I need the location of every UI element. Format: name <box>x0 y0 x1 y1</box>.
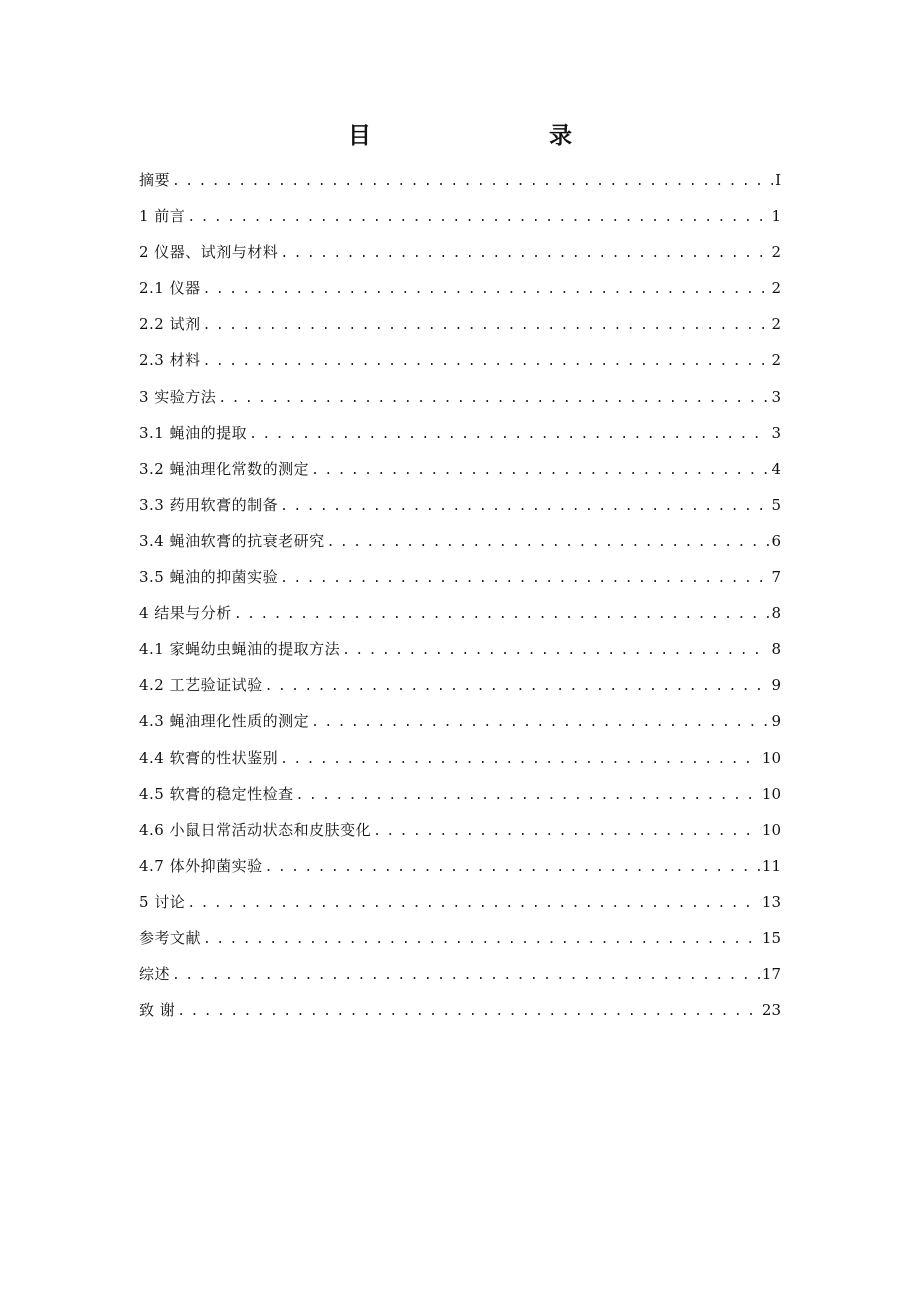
toc-dot-leader <box>172 958 760 994</box>
toc-entry-label: 2.3 材料 <box>139 351 201 370</box>
toc-entry-page-number: 10 <box>761 748 781 767</box>
toc-entry[interactable] <box>139 342 781 378</box>
toc-entry[interactable] <box>139 812 781 848</box>
toc-dot-leader <box>265 850 760 886</box>
toc-entry[interactable] <box>139 740 781 776</box>
toc-entry-label: 2 仪器、试剂与材料 <box>139 243 279 262</box>
toc-dot-leader <box>280 561 769 597</box>
toc-entry-label: 2.1 仪器 <box>139 279 201 298</box>
toc-entry-label: 参考文献 <box>139 928 202 947</box>
toc-entry-label: 4.4 软膏的性状鉴别 <box>139 748 279 767</box>
toc-dot-leader <box>203 308 770 344</box>
toc-entry-page-number: I <box>775 171 781 189</box>
toc-dot-leader <box>187 886 760 922</box>
toc-entry[interactable] <box>139 451 781 487</box>
toc-entry[interactable] <box>139 992 781 1028</box>
toc-entry-page-number: 13 <box>761 892 781 911</box>
toc-entry-label: 4.1 家蝇幼虫蝇油的提取方法 <box>139 640 341 659</box>
toc-entry-label: 3.1 蝇油的提取 <box>139 423 248 442</box>
toc-dot-leader <box>177 994 760 1030</box>
toc-entry[interactable] <box>139 956 781 992</box>
toc-entry[interactable] <box>139 920 781 956</box>
toc-dot-leader <box>327 525 770 561</box>
toc-entry-label: 4.2 工艺验证试验 <box>139 676 263 695</box>
toc-dot-leader <box>187 200 769 236</box>
toc-entry[interactable] <box>139 270 781 306</box>
toc-entry-label: 3.3 药用软膏的制备 <box>139 495 279 514</box>
toc-entry-label: 3.4 蝇油软膏的抗衰老研究 <box>139 531 325 550</box>
toc-entry-page-number: 2 <box>771 243 781 262</box>
toc-entry[interactable] <box>139 487 781 523</box>
toc-dot-leader <box>311 705 769 741</box>
toc-entry-label: 4.7 体外抑菌实验 <box>139 856 263 875</box>
toc-dot-leader <box>280 489 769 525</box>
toc-entry[interactable] <box>139 234 781 270</box>
toc-dot-leader <box>311 453 769 489</box>
toc-entry-label: 3 实验方法 <box>139 387 217 406</box>
toc-entry-page-number: 2 <box>771 279 781 298</box>
toc-title: 目 录 <box>348 122 616 149</box>
toc-list <box>139 162 781 1028</box>
toc-entry-page-number: 9 <box>771 712 781 731</box>
toc-dot-leader <box>280 742 760 778</box>
toc-dot-leader <box>203 272 770 308</box>
toc-entry[interactable] <box>139 884 781 920</box>
toc-entry-label: 摘要 <box>139 171 171 189</box>
toc-entry-label: 2.2 试剂 <box>139 315 201 334</box>
toc-entry[interactable] <box>139 631 781 667</box>
toc-entry[interactable] <box>139 667 781 703</box>
toc-entry[interactable] <box>139 523 781 559</box>
toc-entry[interactable] <box>139 379 781 415</box>
toc-entry[interactable] <box>139 415 781 451</box>
toc-entry-page-number: 11 <box>761 856 781 875</box>
toc-entry-label: 1 前言 <box>139 207 186 226</box>
toc-entry-page-number: 4 <box>771 459 781 478</box>
toc-entry-page-number: 3 <box>771 387 781 406</box>
toc-entry-page-number: 2 <box>771 315 781 334</box>
toc-dot-leader <box>203 344 770 380</box>
toc-dot-leader <box>342 633 769 669</box>
toc-dot-leader <box>296 778 760 814</box>
toc-entry-page-number: 3 <box>771 423 781 442</box>
toc-entry-page-number: 1 <box>771 207 781 226</box>
toc-entry-page-number: 10 <box>761 820 781 839</box>
toc-dot-leader <box>265 669 770 705</box>
toc-entry[interactable] <box>139 198 781 234</box>
toc-entry[interactable] <box>139 559 781 595</box>
toc-dot-leader <box>280 236 769 272</box>
toc-entry-page-number: 15 <box>761 928 781 947</box>
toc-entry[interactable] <box>139 306 781 342</box>
toc-entry[interactable] <box>139 595 781 631</box>
toc-entry-label: 4.6 小鼠日常活动状态和皮肤变化 <box>139 820 372 839</box>
toc-entry-page-number: 10 <box>761 784 781 803</box>
toc-entry-page-number: 9 <box>771 676 781 695</box>
toc-entry[interactable] <box>139 848 781 884</box>
toc-dot-leader <box>234 597 770 633</box>
toc-entry[interactable] <box>139 776 781 812</box>
toc-entry-label: 综述 <box>139 965 171 984</box>
toc-entry[interactable] <box>139 162 781 198</box>
toc-entry-page-number: 8 <box>771 640 781 659</box>
toc-entry-label: 4 结果与分析 <box>139 604 232 623</box>
toc-entry-label: 4.3 蝇油理化性质的测定 <box>139 712 310 731</box>
toc-entry-page-number: 6 <box>771 531 781 550</box>
toc-dot-leader <box>172 164 773 200</box>
toc-entry[interactable] <box>139 703 781 739</box>
toc-entry-page-number: 5 <box>771 495 781 514</box>
toc-dot-leader <box>249 417 769 453</box>
toc-entry-label: 5 讨论 <box>139 892 186 911</box>
toc-dot-leader <box>373 814 760 850</box>
toc-entry-page-number: 17 <box>761 965 781 984</box>
toc-dot-leader <box>218 381 769 417</box>
toc-entry-label: 4.5 软膏的稳定性检查 <box>139 784 294 803</box>
toc-entry-label: 致 谢 <box>139 1001 176 1020</box>
toc-entry-page-number: 23 <box>761 1001 781 1020</box>
toc-dot-leader <box>203 922 760 958</box>
toc-entry-page-number: 7 <box>771 568 781 587</box>
toc-entry-page-number: 2 <box>771 351 781 370</box>
toc-entry-label: 3.5 蝇油的抑菌实验 <box>139 568 279 587</box>
toc-entry-page-number: 8 <box>771 604 781 623</box>
toc-entry-label: 3.2 蝇油理化常数的测定 <box>139 459 310 478</box>
